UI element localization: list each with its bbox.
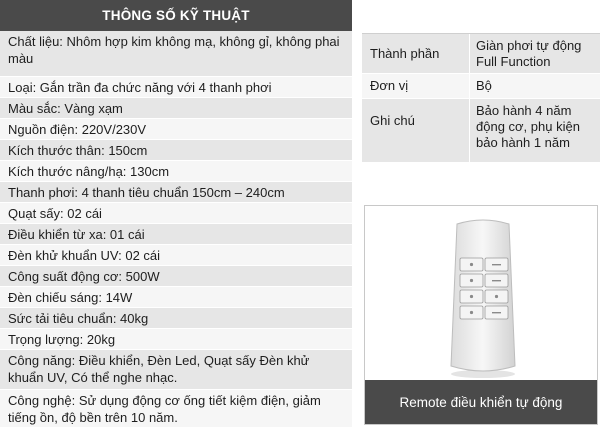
spec-row-load: Sức tải tiêu chuẩn: 40kg — [0, 308, 352, 329]
photo-caption: Remote điều khiển tự động — [365, 380, 597, 424]
spec-row-color: Màu sắc: Vàng xạm — [0, 98, 352, 119]
info-table — [362, 33, 600, 163]
spec-row-lighting: Đèn chiếu sáng: 14W — [0, 287, 352, 308]
spec-row-power-source: Nguồn điện: 220V/230V — [0, 119, 352, 140]
info-value: Giàn phơi tự động Full Function — [476, 38, 582, 69]
spec-row-motor-power: Công suất động cơ: 500W — [0, 266, 352, 287]
spec-row-bars: Thanh phơi: 4 thanh tiêu chuẩn 150cm – 240cm — [0, 182, 352, 203]
spec-row-type: Loại: Gắn trần đa chức năng với 4 thanh phơi — [0, 77, 352, 98]
spec-row-body-size: Kích thước thân: 150cm — [0, 140, 352, 161]
spec-row-lift-size: Kích thước nâng/hạ: 130cm — [0, 161, 352, 182]
info-key: Thành phần — [362, 34, 470, 73]
spec-row-material: Chất liệu: Nhôm hợp kim không mạ, không gỉ, không phai màu — [0, 31, 352, 77]
info-key: Đơn vị — [362, 74, 470, 98]
spec-row-remote: Điều khiển từ xa: 01 cái — [0, 224, 352, 245]
spec-title: THÔNG SỐ KỸ THUẬT — [0, 0, 352, 31]
info-row-unit — [362, 74, 600, 99]
info-key: Ghi chú — [362, 99, 470, 162]
info-value: Bảo hành 4 năm động cơ, phụ kiện bảo hành 1 năm — [476, 103, 580, 150]
spec-row-technology: Công nghệ: Sử dụng động cơ ống tiết kiệm điện, giảm tiếng ồn, độ bền trên 10 năm. — [0, 390, 352, 427]
info-row-note — [362, 99, 600, 163]
spec-row-uv-light: Đèn khử khuẩn UV: 02 cái — [0, 245, 352, 266]
info-value: Bộ — [476, 78, 492, 93]
spec-row-weight: Trọng lượng: 20kg — [0, 329, 352, 350]
spec-row-fan: Quạt sấy: 02 cái — [0, 203, 352, 224]
spec-row-functions: Công năng: Điều khiển, Đèn Led, Quạt sấy Đèn khử khuẩn UV, Có thể nghe nhạc. — [0, 350, 352, 390]
remote-control-icon — [365, 206, 597, 381]
remote-photo — [364, 205, 598, 425]
info-row-component — [362, 34, 600, 74]
